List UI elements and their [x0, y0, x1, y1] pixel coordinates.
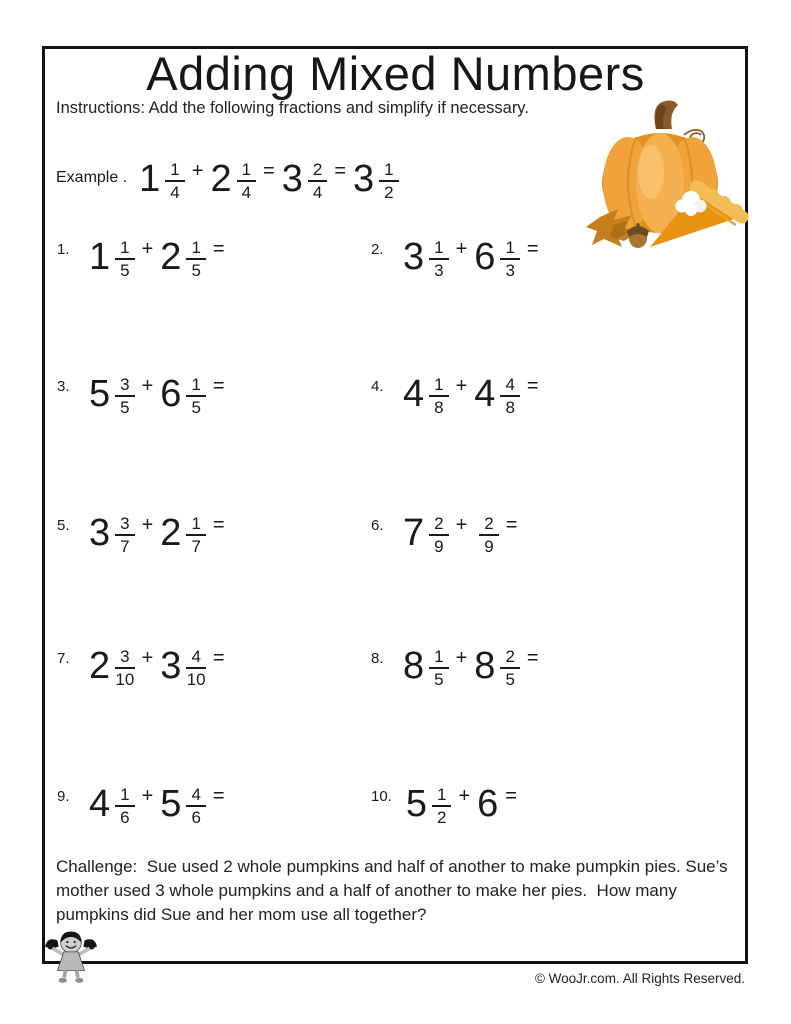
problem-number: 4.: [371, 378, 384, 395]
mixed-number: [403, 373, 449, 416]
fraction: [237, 161, 256, 201]
mixed-number: [160, 512, 206, 555]
problem-number: 7.: [57, 650, 70, 667]
problem-expression: [403, 512, 524, 555]
operator: +: [458, 785, 471, 807]
fraction: [115, 786, 134, 826]
whole-number: 3: [89, 512, 111, 554]
numerator: 3: [115, 376, 134, 397]
fraction: [186, 515, 205, 555]
footer-copyright: © WooJr.com. All Rights Reserved.: [534, 971, 745, 986]
mixed-number: [406, 783, 452, 826]
problem-expression: [89, 645, 232, 688]
fraction: [165, 161, 184, 201]
whole-number: 2: [210, 158, 232, 200]
whole-number: 6: [477, 783, 499, 825]
pumpkin-pie-illustration: [580, 99, 752, 251]
girl-mascot-icon: [43, 927, 99, 985]
mixed-number: [89, 373, 135, 416]
whole-number: 1: [89, 236, 111, 278]
mixed-number: [403, 512, 449, 555]
numerator: 1: [237, 161, 256, 182]
numerator: 1: [379, 161, 398, 182]
fraction: [429, 648, 448, 688]
whole-number: 1: [139, 158, 161, 200]
problem-number: 10.: [371, 788, 392, 805]
problem: [57, 783, 232, 826]
fraction: [379, 161, 398, 201]
numerator: 2: [500, 648, 519, 669]
numerator: 1: [165, 161, 184, 182]
example-label: Example .: [56, 169, 128, 186]
operator: =: [526, 375, 539, 397]
example-row: [56, 158, 399, 201]
numerator: 1: [186, 239, 205, 260]
whole-number: 6: [160, 373, 182, 415]
denominator: 7: [120, 537, 130, 556]
whole-number: 3: [403, 236, 425, 278]
numerator: 1: [115, 786, 134, 807]
problem-number: 3.: [57, 378, 70, 395]
whole-number: 6: [474, 236, 496, 278]
problem-expression: [89, 783, 232, 826]
whole-number: 8: [403, 645, 425, 687]
fraction: [186, 239, 205, 279]
operator: =: [334, 160, 347, 182]
numerator: 3: [115, 648, 134, 669]
fraction: [186, 376, 205, 416]
operator: +: [141, 238, 154, 260]
operator: =: [212, 238, 225, 260]
operator: =: [505, 514, 518, 536]
problem-number: 1.: [57, 241, 70, 258]
denominator: 7: [191, 537, 201, 556]
mixed-number: [282, 158, 328, 201]
problem-number: 6.: [371, 517, 384, 534]
denominator: 4: [241, 183, 252, 202]
fraction: [115, 515, 134, 555]
numerator: 2: [479, 515, 498, 536]
denominator: 2: [437, 808, 447, 827]
denominator: 3: [505, 261, 515, 280]
fraction: [186, 786, 205, 826]
mixed-number: [474, 645, 520, 688]
numerator: 1: [186, 515, 205, 536]
numerator: 1: [500, 239, 519, 260]
fraction: [479, 515, 498, 555]
denominator: 6: [191, 808, 201, 827]
denominator: 4: [312, 183, 323, 202]
mixed-number: [89, 512, 135, 555]
mixed-number: [160, 645, 206, 688]
denominator: 2: [384, 183, 394, 202]
whole-number: 7: [403, 512, 425, 554]
mixed-number: [89, 236, 135, 279]
operator: +: [455, 238, 468, 260]
operator: +: [455, 514, 468, 536]
operator: =: [263, 160, 275, 182]
fraction: [115, 648, 134, 688]
operator: +: [455, 647, 468, 669]
problem-expression: [89, 236, 232, 279]
operator: =: [526, 238, 539, 260]
problem-expression: [89, 512, 232, 555]
denominator: 9: [484, 537, 494, 556]
numerator: 4: [500, 376, 519, 397]
operator: =: [526, 647, 539, 669]
operator: +: [141, 375, 154, 397]
denominator: 5: [191, 261, 201, 280]
whole-number: 5: [160, 783, 182, 825]
mixed-number: [210, 158, 256, 201]
problem-expression: [89, 373, 232, 416]
numerator: 4: [186, 786, 205, 807]
operator: +: [141, 514, 154, 536]
operator: +: [455, 375, 468, 397]
problem: [57, 373, 232, 416]
denominator: 5: [120, 398, 130, 417]
denominator: 10: [186, 670, 206, 689]
denominator: 6: [120, 808, 130, 827]
denominator: 8: [505, 398, 515, 417]
problem-expression: [406, 783, 524, 826]
whole-number: 5: [89, 373, 111, 415]
operator: =: [212, 514, 225, 536]
denominator: 10: [115, 670, 135, 689]
fraction: [432, 786, 451, 826]
mixed-number: [403, 236, 449, 279]
problem: [371, 373, 546, 416]
problem: [371, 783, 524, 826]
problem: [371, 645, 546, 688]
challenge-text: Challenge: Sue used 2 whole pumpkins and half of another to make pumpkin pies. Sue’s mother used 3 whole pumpkins and a half of another to make her pies. How many pumpkins did Sue and her mom use all together?: [56, 857, 733, 925]
whole-number: 3: [353, 158, 375, 200]
whole-number: 4: [403, 373, 425, 415]
problem: [371, 512, 524, 555]
problem-number: 9.: [57, 788, 70, 805]
mixed-number: [160, 373, 206, 416]
mixed-number: [353, 158, 399, 201]
operator: +: [141, 647, 154, 669]
mixed-number: [474, 373, 520, 416]
numerator: 1: [115, 239, 134, 260]
problem-number: 5.: [57, 517, 70, 534]
fraction: [500, 376, 519, 416]
numerator: 1: [429, 648, 448, 669]
fraction: [429, 376, 448, 416]
mixed-number: [139, 158, 185, 201]
denominator: 9: [434, 537, 444, 556]
numerator: 2: [429, 515, 448, 536]
whole-number: 3: [160, 645, 182, 687]
mixed-number: [160, 783, 206, 826]
problem-number: 8.: [371, 650, 384, 667]
whole-number: 3: [281, 158, 303, 200]
instructions-text: Instructions: Add the following fractions and simplify if necessary.: [56, 99, 529, 117]
fraction: [186, 648, 205, 688]
denominator: 4: [170, 183, 180, 202]
fraction: [429, 515, 448, 555]
operator: =: [212, 647, 225, 669]
whole-number: 2: [89, 645, 111, 687]
numerator: 1: [429, 376, 448, 397]
operator: =: [505, 785, 517, 807]
denominator: 5: [191, 398, 201, 417]
denominator: 5: [120, 261, 130, 280]
whole-number: 4: [474, 373, 496, 415]
denominator: 5: [434, 670, 444, 689]
problem: [57, 236, 232, 279]
fraction: [308, 161, 327, 201]
problem-number: 2.: [371, 241, 384, 258]
numerator: 1: [429, 239, 448, 260]
mixed-number: [160, 236, 206, 279]
operator: +: [191, 160, 204, 182]
problem: [371, 236, 546, 279]
fraction: [115, 239, 134, 279]
whole-number: 5: [405, 783, 427, 825]
mixed-number: [477, 783, 498, 825]
problem-expression: [403, 236, 546, 279]
page-title: Adding Mixed Numbers: [146, 47, 645, 100]
problem-expression: [403, 373, 546, 416]
denominator: 3: [434, 261, 444, 280]
numerator: 4: [186, 648, 205, 669]
whole-number: 2: [160, 236, 182, 278]
numerator: 2: [308, 161, 327, 182]
fraction: [115, 376, 134, 416]
whole-number: 4: [89, 783, 111, 825]
problem: [57, 645, 232, 688]
example-expression: [139, 158, 399, 201]
mixed-number: [403, 645, 449, 688]
denominator: 8: [434, 398, 444, 417]
problem-expression: [403, 645, 546, 688]
fraction: [429, 239, 448, 279]
mixed-number: [474, 236, 520, 279]
mixed-number: [474, 512, 498, 555]
mixed-number: [89, 783, 135, 826]
whole-number: 2: [160, 512, 182, 554]
operator: =: [212, 785, 225, 807]
fraction: [500, 239, 519, 279]
whole-number: 8: [474, 645, 496, 687]
mixed-number: [89, 645, 135, 688]
numerator: 1: [432, 786, 451, 807]
problem: [57, 512, 232, 555]
operator: =: [212, 375, 225, 397]
fraction: [500, 648, 519, 688]
denominator: 5: [505, 670, 515, 689]
numerator: 3: [115, 515, 134, 536]
operator: +: [141, 785, 154, 807]
numerator: 1: [186, 376, 205, 397]
